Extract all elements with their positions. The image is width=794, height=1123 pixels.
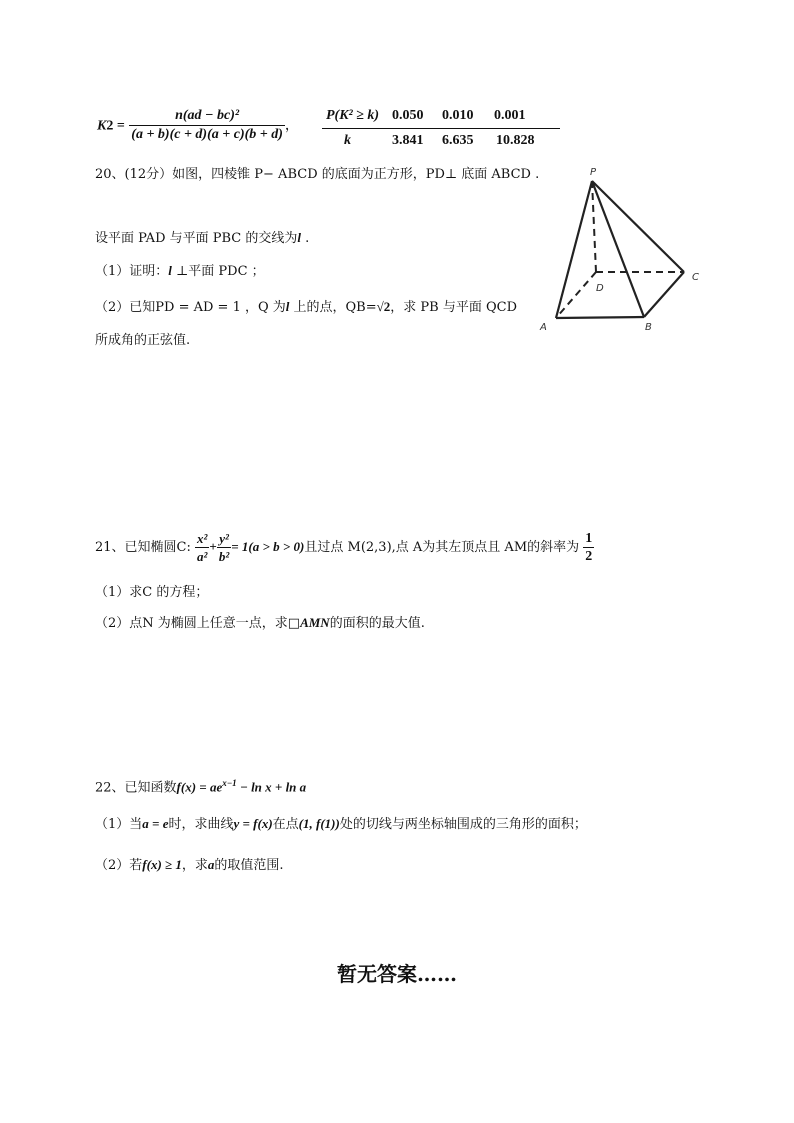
q20-part2 [95,298,517,317]
q21-slope-fraction [583,530,594,565]
formula-fraction [129,107,285,144]
vertex-label-d: D [596,283,604,294]
formula-denominator: (a + b)(c + d)(a + c)(b + d) [131,127,283,142]
k-square-formula [97,107,299,144]
formula-separator: ， [284,117,299,134]
vertex-label-p: P [590,167,597,178]
k-table-row2-val1: 3.841 [392,133,424,148]
q21-mid: 且过点 M(2,3),点 A为其左顶点且 AM的斜率为 [304,540,580,555]
q21-x-den: a² [197,549,208,564]
q20-line1: 20、(12分）如图，四棱锥 P− ABCD 的底面为正方形，PD⊥ 底面 ABCD . [95,167,540,182]
q20-line2-post: . [301,231,310,246]
q22-part2-var: a [207,857,215,872]
k-table-row1 [322,108,560,129]
q21-part2 [95,614,425,633]
k-table-row2-val3: 10.828 [496,133,535,148]
q22-part2 [95,856,284,875]
q20-line2 [95,229,309,248]
q21-part2-post: 的面积的最大值. [329,616,425,631]
vertex-label-c: C [692,272,699,283]
q22-part1-pre: （1）当 [95,817,143,832]
k-table-row2 [322,133,560,153]
q20-part1 [95,262,265,281]
q22-func: f(x) = ae [176,779,223,795]
q20-part1-pre: （1）证明： [95,264,169,279]
q22-part2-cond: f(x) ≥ 1 [142,857,182,872]
k-table [322,108,560,153]
q20-part1-var: l [168,263,172,278]
q21-plus: + [209,539,217,554]
q22-stem [95,774,306,797]
q21-part2-pre: （2）点N 为椭圆上任意一点，求 [95,616,288,631]
q22-part1-cond: a = e [142,816,169,831]
q22-part2-pre: （2）若 [95,858,143,873]
q21-stem [95,526,594,568]
q21-x-fraction [195,530,209,565]
q22-part2-mid: ，求 [181,858,208,873]
q21-y-den: b² [218,549,230,564]
formula-numerator: n(ad − bc)² [175,108,240,123]
q22-part1-post: 处的切线与两坐标轴围成的三角形的面积； [339,817,587,832]
formula-lhs: K [97,118,107,134]
q20-line2-pre: 设平面 PAD 与平面 PBC 的交线为 [95,231,298,246]
k-table-row2-label: k [344,133,351,148]
q21-y-fraction [217,530,231,565]
q21-equation-tail: = 1(a > b > 0) [231,539,305,554]
q21-y-num: y² [219,531,229,546]
vertex-label-a: A [540,322,547,333]
q20-line2-var: l [297,230,302,245]
q21-x-num: x² [197,531,208,546]
q22-func-tail: − ln x + ln a [236,779,307,795]
vertex-label-b: B [645,322,652,333]
k-table-row2-val2: 6.635 [442,133,474,148]
q22-pre: 22、已知函数 [95,780,177,796]
q20-part2-pre: （2）已知PD = AD = 1 ，Q 为 [95,300,286,315]
k-table-row1-label: P(K² ≥ k) [326,108,380,123]
q21-pre: 21、已知椭圆C: [95,540,191,555]
q20-part2-var: l [285,299,290,314]
q20-part2-mid: 上的点，QB= [289,300,377,315]
q21-part2-box: □ [287,616,301,631]
q20-part2-line2: 所成角的正弦值. [95,333,191,348]
q20-part2-sqrt: √2 [376,299,391,314]
q22-part1-curve: y = f(x) [233,816,273,831]
k-table-row1-val2: 0.010 [442,108,474,123]
q20-part2-post: ，求 PB 与平面 QCD [390,300,518,315]
k-table-row1-val3: 0.001 [494,108,526,123]
q21-slope-num: 1 [585,531,593,546]
q22-part1-mid: 时，求曲线 [168,817,234,832]
pyramid-figure [532,160,712,340]
q22-part1-point: (1, f(1)) [298,816,340,831]
formula-lhs-tail: 2 = [106,118,125,134]
q22-part1-mid2: 在点 [272,817,299,832]
q22-exp: x−1 [222,778,237,788]
q21-slope-den: 2 [585,549,593,564]
q22-part2-post: 的取值范围. [214,858,284,873]
k-table-row1-val1: 0.050 [392,108,424,123]
q22-part1 [95,815,587,834]
q20-part1-post: ⊥平面 PDC ； [171,264,265,279]
no-answer-footer: 暂无答案…… [337,962,457,986]
q21-part2-var: AMN [300,615,330,630]
q21-part1: （1）求C 的方程； [95,585,209,600]
